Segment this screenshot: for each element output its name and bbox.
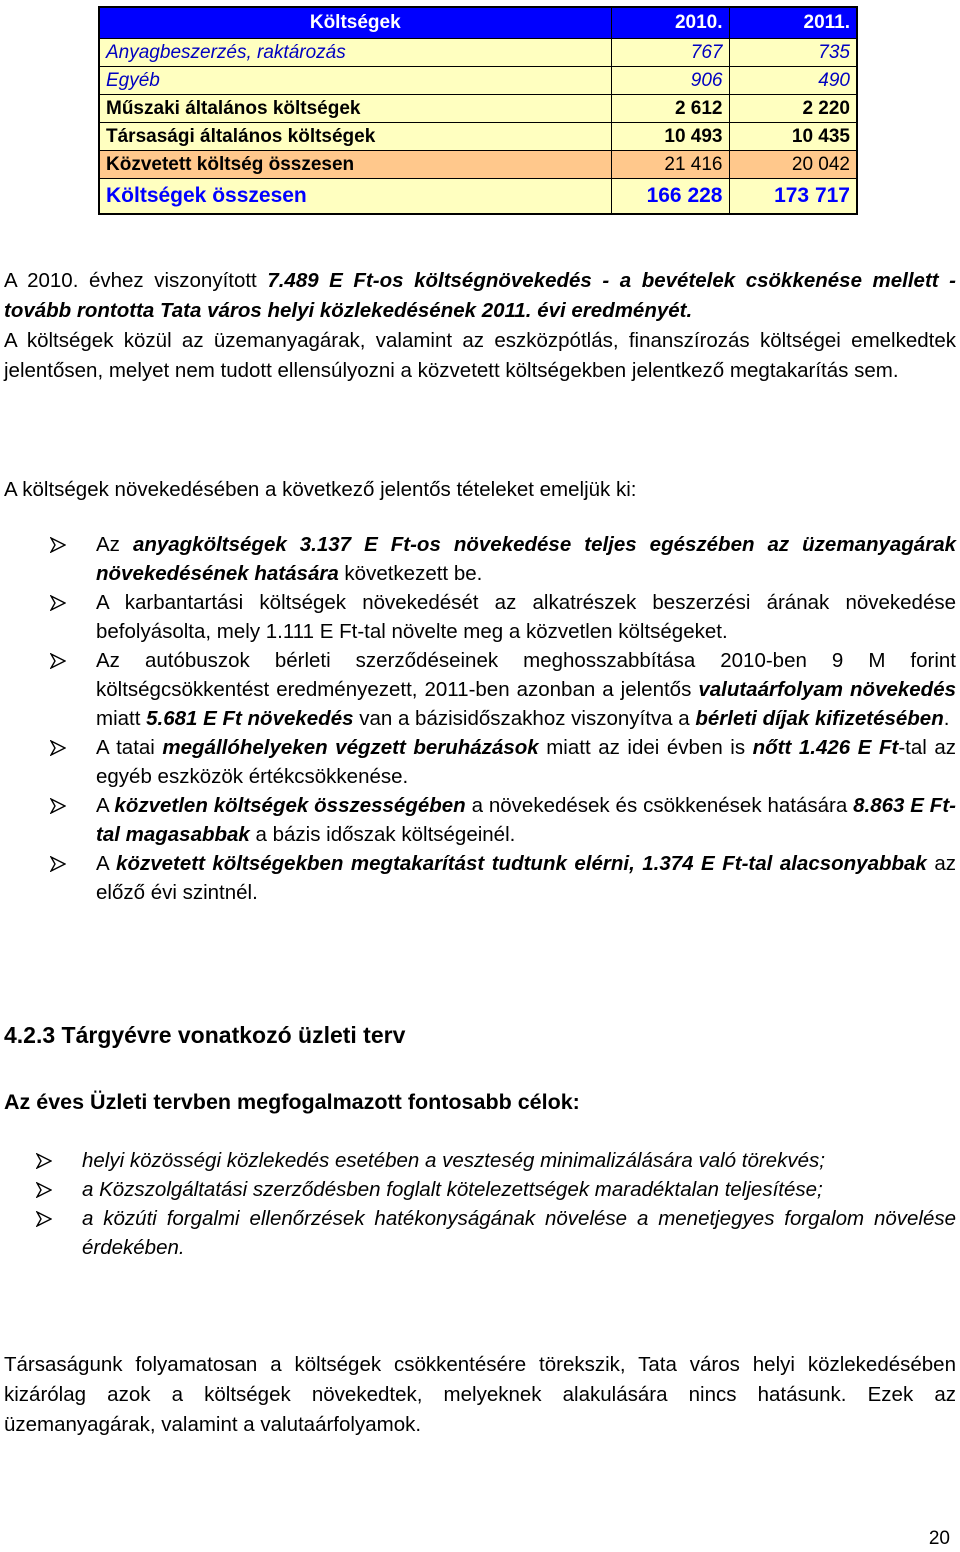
arrow-bullet-icon — [50, 595, 66, 611]
row-value-2011: 10 435 — [729, 123, 857, 151]
table-total-row — [99, 179, 857, 215]
list-item: A tatai megállóhelyeken végzett beruházások miatt az idei évben is nőtt 1.426 E Ft-tal az egyéb eszközök értékcsökkenése. — [50, 733, 956, 791]
list-item: Az anyagköltségek 3.137 E Ft-os növekedése teljes egészében az üzemanyagárak növekedésének hatására következett be. — [50, 530, 956, 588]
paragraph-cost-increase — [4, 266, 956, 326]
page-number: 20 — [928, 1528, 950, 1549]
total-value-2010: 166 228 — [611, 179, 729, 215]
arrow-bullet-icon — [36, 1153, 52, 1169]
header-2010: 2010. — [611, 7, 729, 39]
row-value-2011: 735 — [729, 39, 857, 67]
total-label: Költségek összesen — [99, 179, 611, 215]
list-item: Az autóbuszok bérleti szerződéseinek meghosszabbítása 2010-ben 9 M forint költségcsökkentést eredményezett, 2011-ben azonban a jelentős valutaárfolyam növekedés miatt 5.681 E Ft növekedés van a bázisidőszakhoz viszonyítva a bérleti díjak kifizetésében. — [50, 646, 956, 733]
closing-text: Társaságunk folyamatosan a költségek csökkentésére törekszik, Tata város helyi közlekedésében kizárólag azok a költségek növekedtek, melyeknek alakulására nincs hatásunk. Ezek az üzemanyagárak, valamint a valutaárfolyamok. — [4, 1353, 956, 1436]
row-value-2010: 2 612 — [611, 95, 729, 123]
row-value-2011: 2 220 — [729, 95, 857, 123]
header-2011: 2011. — [729, 7, 857, 39]
row-value-2011: 20 042 — [729, 151, 857, 179]
list-item: A karbantartási költségek növekedését az alkatrészek beszerzési árának növekedése befolyásolta, mely 1.111 E Ft-tal növelte meg a közvetlen költségeket. — [50, 588, 956, 646]
section-heading: 4.2.3 Tárgyévre vonatkozó üzleti terv — [4, 1022, 406, 1048]
row-value-2010: 767 — [611, 39, 729, 67]
cost-table — [98, 6, 858, 215]
list-item: a Közszolgáltatási szerződésben foglalt kötelezettségek maradéktalan teljesítése; — [36, 1175, 956, 1204]
list-item: A közvetett költségekben megtakarítást tudtunk elérni, 1.374 E Ft-tal alacsonyabbak az előző évi szintnél. — [50, 849, 956, 907]
arrow-bullet-icon — [36, 1182, 52, 1198]
paragraph-highlights-intro — [4, 475, 956, 505]
arrow-bullet-icon — [50, 740, 66, 756]
row-label: Anyagbeszerzés, raktározás — [99, 39, 611, 67]
cost-items-list — [50, 530, 956, 907]
row-label: Egyéb — [99, 67, 611, 95]
intro-paragraphs — [4, 266, 956, 386]
arrow-bullet-icon — [50, 653, 66, 669]
goals-list — [36, 1146, 956, 1262]
highlights-intro-text: A költségek növekedésében a következő jelentős tételeket emeljük ki: — [4, 478, 637, 501]
row-value-2010: 10 493 — [611, 123, 729, 151]
row-label: Közvetett költség összesen — [99, 151, 611, 179]
paragraph-emphasis: 7.489 E Ft-os költségnövekedés - a bevételek csökkenése mellett - tovább rontotta Tata város helyi közlekedésének 2011. évi eredményét. — [4, 269, 956, 322]
table-row — [99, 67, 857, 95]
table-row — [99, 123, 857, 151]
table-row — [99, 151, 857, 179]
list-item: helyi közösségi közlekedés esetében a veszteség minimalizálására való törekvés; — [36, 1146, 956, 1175]
table-row — [99, 95, 857, 123]
list-item: A közvetlen költségek összességében a növekedések és csökkenések hatására 8.863 E Ft-tal magasabbak a bázis időszak költségeinél. — [50, 791, 956, 849]
arrow-bullet-icon — [50, 537, 66, 553]
arrow-bullet-icon — [50, 856, 66, 872]
list-item: a közúti forgalmi ellenőrzések hatékonyságának növelése a menetjegyes forgalom növelése érdekében. — [36, 1204, 956, 1262]
paragraph-lead: A 2010. évhez viszonyított — [4, 269, 268, 292]
table-header-row — [99, 7, 857, 39]
arrow-bullet-icon — [50, 798, 66, 814]
table-row — [99, 39, 857, 67]
goals-subheading: Az éves Üzleti tervben megfogalmazott fontosabb célok: — [4, 1090, 580, 1114]
row-value-2010: 906 — [611, 67, 729, 95]
row-value-2011: 490 — [729, 67, 857, 95]
row-label: Társasági általános költségek — [99, 123, 611, 151]
header-label: Költségek — [99, 7, 611, 39]
total-value-2011: 173 717 — [729, 179, 857, 215]
closing-paragraph — [4, 1350, 956, 1440]
arrow-bullet-icon — [36, 1211, 52, 1227]
paragraph-cost-drivers: A költségek közül az üzemanyagárak, valamint az eszközpótlás, finanszírozás költségei emelkedtek jelentősen, melyet nem tudott ellensúlyozni a közvetett költségekben jelentkező megtakarítás sem. — [4, 329, 956, 382]
row-value-2010: 21 416 — [611, 151, 729, 179]
row-label: Műszaki általános költségek — [99, 95, 611, 123]
